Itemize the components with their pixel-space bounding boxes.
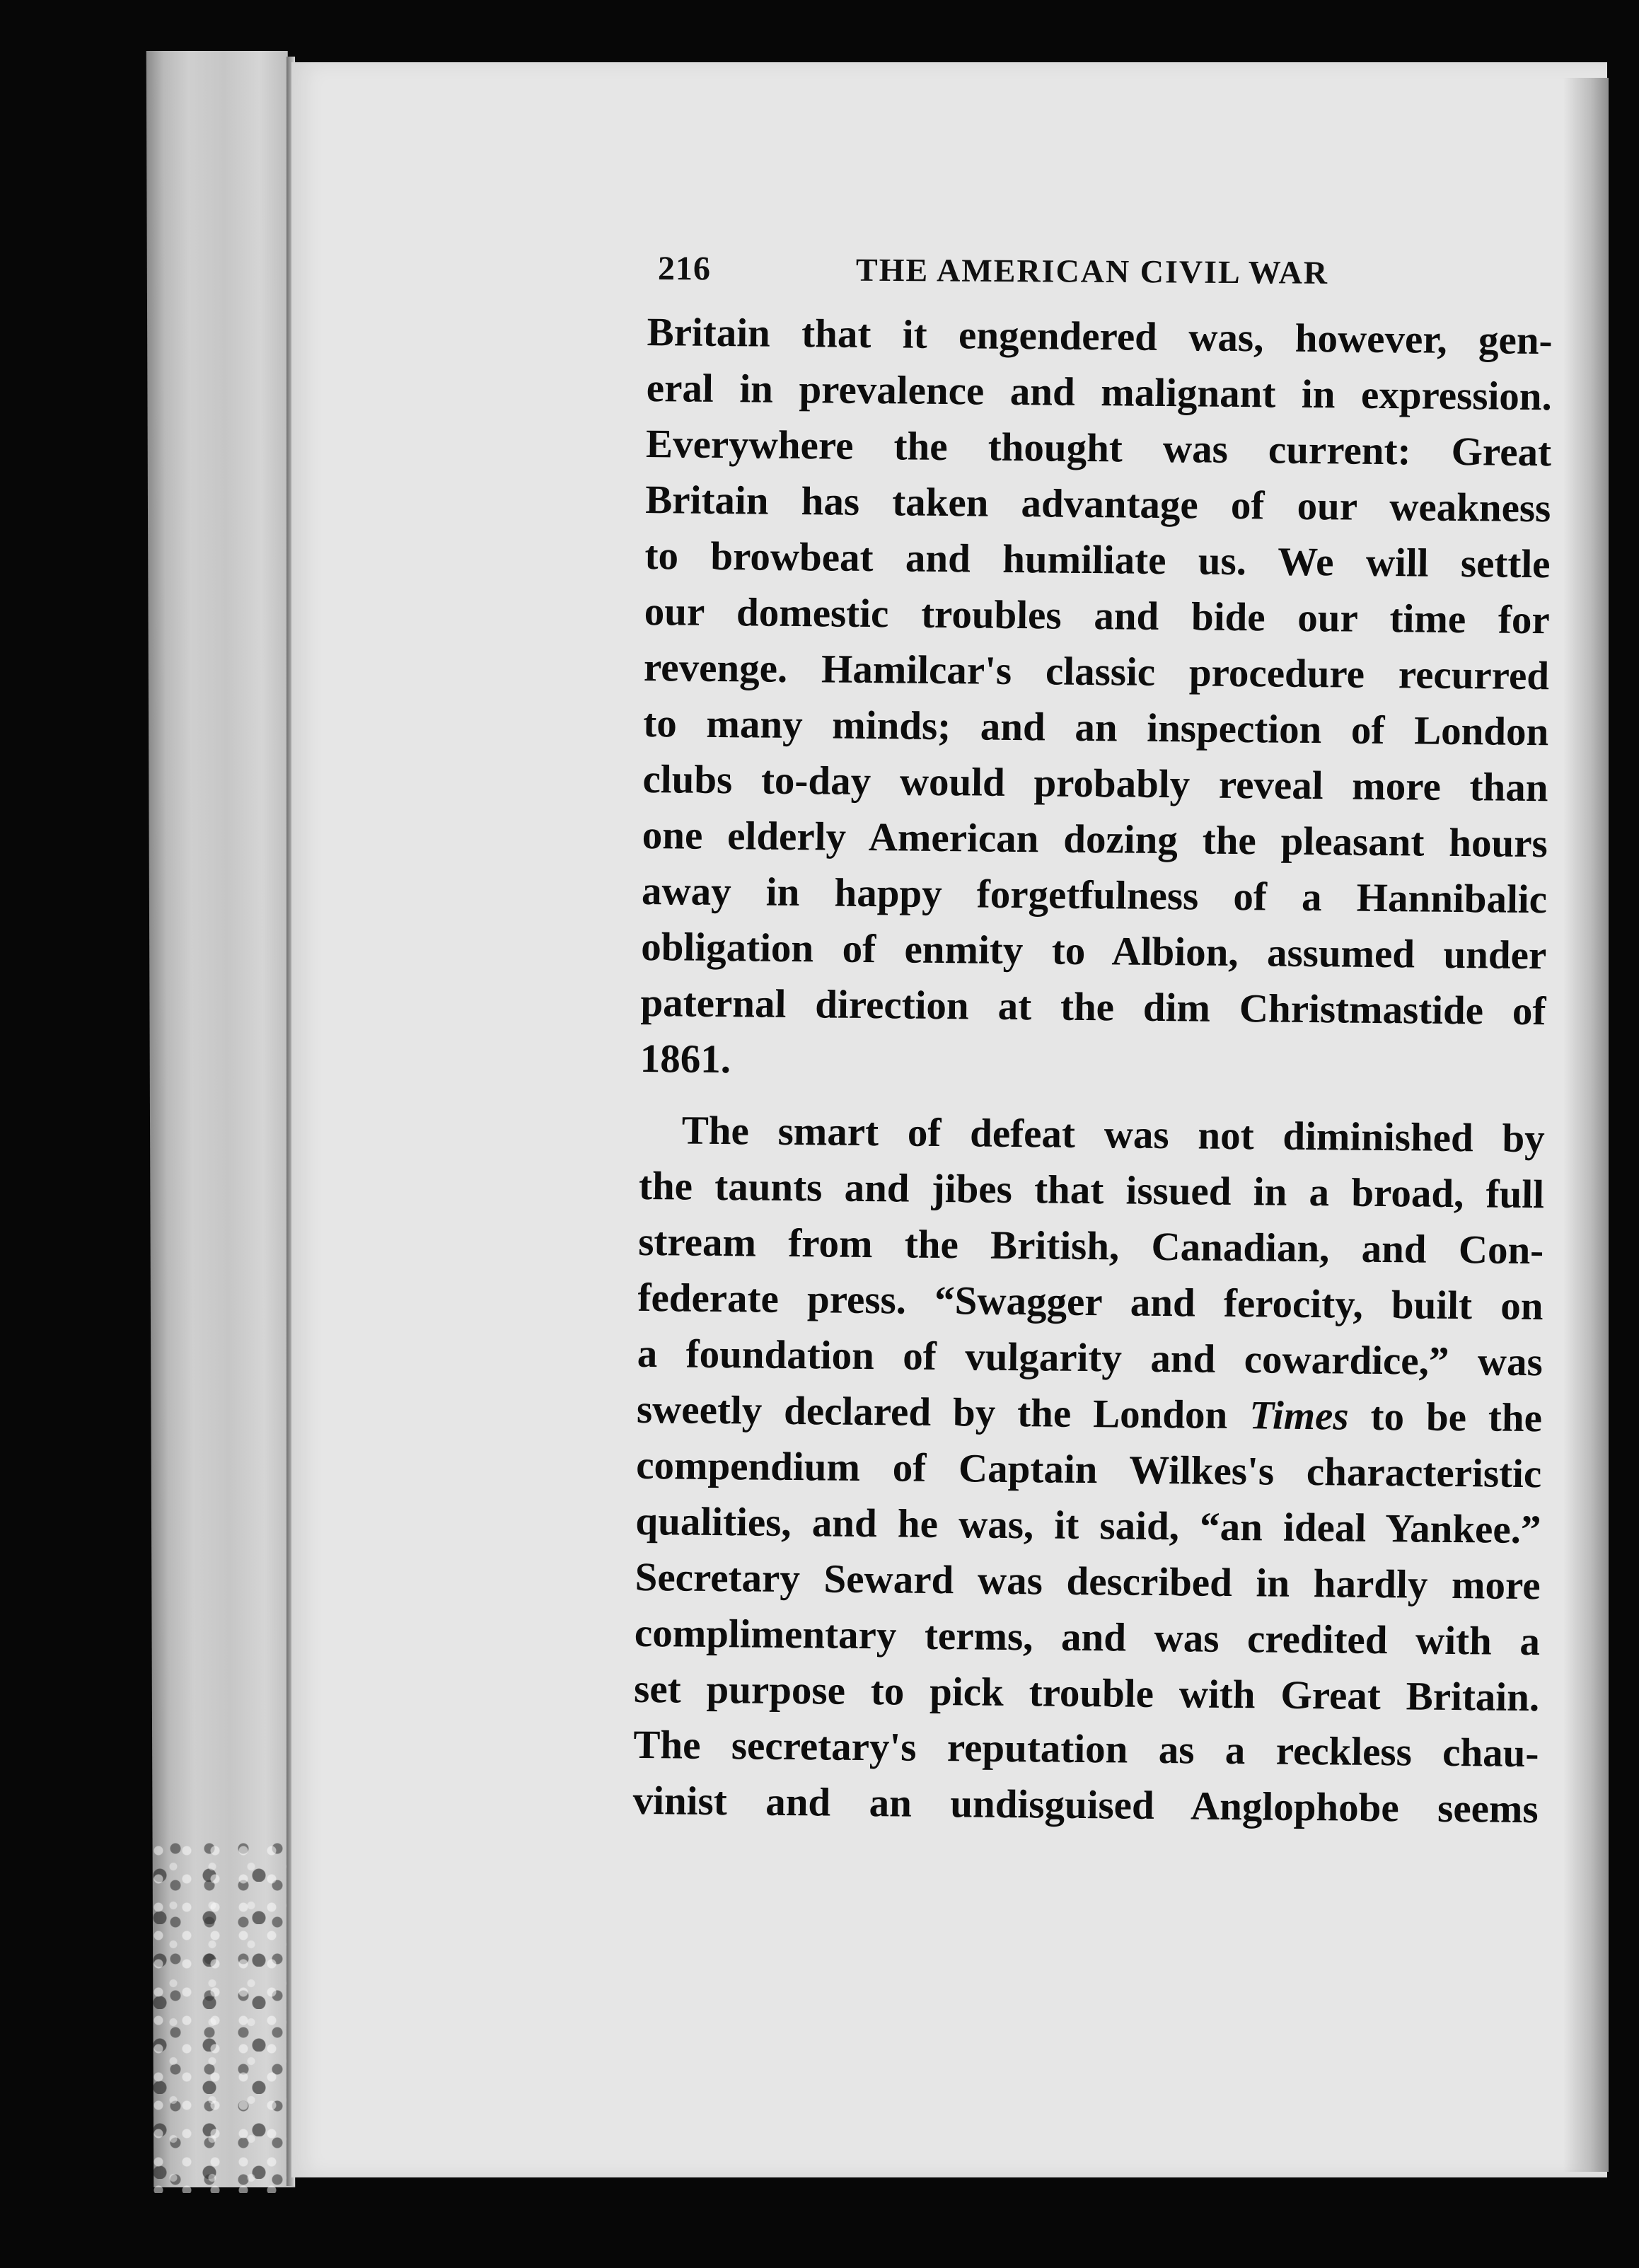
text-fragment: to be the	[1348, 1394, 1543, 1441]
text-line: to browbeat and humiliate us. We will settle	[644, 533, 1551, 587]
spine-wear	[150, 1839, 291, 2193]
paragraph-2	[632, 1102, 1545, 1837]
text-line: one elderly American dozing the pleasant hours	[642, 812, 1548, 867]
text-line: eral in prevalence and malignant in expression.	[646, 365, 1553, 420]
text-line: revenge. Hamilcar's classic procedure recurred	[643, 644, 1550, 699]
text-line: The smart of defeat was not diminished by	[681, 1108, 1546, 1162]
page-edge-shadow	[1563, 78, 1609, 2172]
text-line: obligation of enmity to Albion, assumed under	[640, 924, 1547, 978]
text-line: federate press. “Swagger and ferocity, built on	[637, 1275, 1544, 1329]
text-line: Britain that it engendered was, however, gen-	[647, 309, 1553, 364]
text-line: clubs to-day would probably reveal more than	[642, 756, 1548, 811]
text-line: compendium of Captain Wilkes's characteristic	[635, 1442, 1542, 1497]
text-line: our domestic troubles and bide our time for	[644, 589, 1551, 643]
running-head	[658, 244, 1365, 298]
body-text	[632, 304, 1553, 1837]
text-line: Secretary Seward was described in hardly more	[635, 1554, 1541, 1609]
paragraph-1	[639, 304, 1553, 1095]
text-line: stream from the British, Canadian, and Con-	[637, 1219, 1544, 1273]
text-line: 1861.	[639, 1036, 731, 1082]
text-line: set purpose to pick trouble with Great Britain.	[633, 1666, 1540, 1720]
text-line: vinist and an undisguised Anglophobe seems	[632, 1778, 1539, 1832]
text-line: Britain has taken advantage of our weakness	[645, 477, 1551, 531]
text-line: The secretary's reputation as a reckless chau-	[633, 1722, 1539, 1776]
text-fragment: sweetly declared by the London	[636, 1387, 1250, 1438]
italic-newspaper-title: Times	[1249, 1393, 1349, 1439]
text-line-with-italic	[637, 1382, 1543, 1446]
running-title: THE AMERICAN CIVIL WAR	[855, 251, 1329, 291]
text-line: a foundation of vulgarity and cowardice,” was	[637, 1331, 1544, 1385]
text-line: away in happy forgetfulness of a Hannibalic	[641, 868, 1548, 922]
text-line: qualities, and he was, it said, “an ideal Yankee.”	[635, 1498, 1541, 1553]
text-line: Everywhere the thought was current: Great	[645, 421, 1552, 475]
text-line: complimentary terms, and was credited with a	[634, 1610, 1541, 1665]
page-number: 216	[657, 250, 712, 288]
text-line: to many minds; and an inspection of London	[643, 700, 1549, 755]
text-line: the taunts and jibes that issued in a broad, full	[638, 1163, 1545, 1217]
text-line: paternal direction at the dim Christmastide of	[640, 980, 1546, 1034]
